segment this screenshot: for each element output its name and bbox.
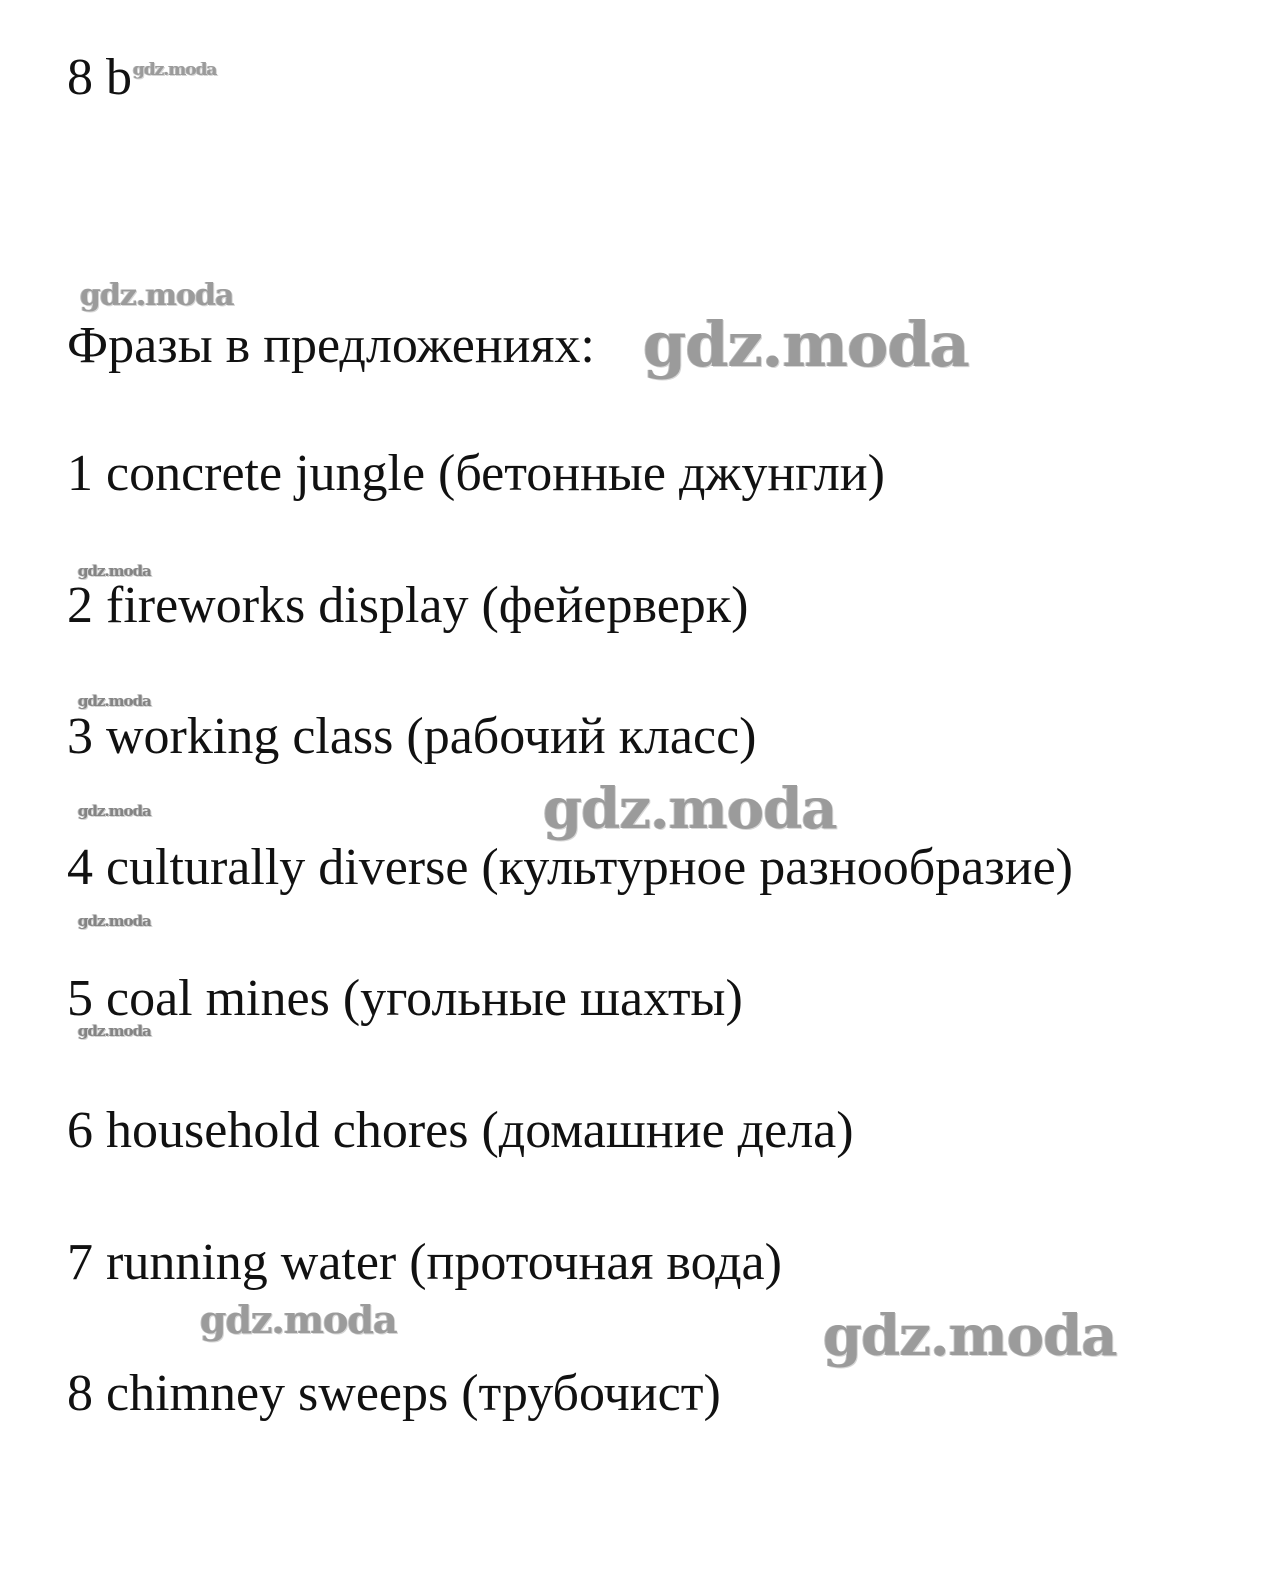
- list-item: 3 working class (рабочий класс): [67, 708, 757, 765]
- list-item: 7 running water (проточная вода): [67, 1234, 782, 1291]
- list-item: 2 fireworks display (фейерверк): [67, 577, 749, 634]
- watermark: gdz.moda: [78, 1022, 151, 1040]
- task-label: 8 b: [67, 49, 132, 106]
- watermark: gdz.moda: [200, 1297, 397, 1342]
- watermark: gdz.moda: [78, 912, 151, 930]
- watermark: gdz.moda: [78, 692, 151, 710]
- list-item: 1 concrete jungle (бетонные джунгли): [67, 445, 885, 502]
- watermark: gdz.moda: [133, 60, 217, 80]
- watermark: gdz.moda: [823, 1303, 1117, 1369]
- watermark: gdz.moda: [80, 278, 234, 313]
- list-item: 4 culturally diverse (культурное разнообразие): [67, 839, 1074, 896]
- list-item: 8 chimney sweeps (трубочист): [67, 1365, 721, 1422]
- watermark: gdz.moda: [78, 802, 151, 820]
- list-item: 6 household chores (домашние дела): [67, 1102, 854, 1159]
- watermark: gdz.moda: [543, 776, 837, 842]
- watermark: gdz.moda: [643, 308, 969, 381]
- list-item: 5 coal mines (угольные шахты): [67, 970, 743, 1027]
- page-heading: Фразы в предложениях:: [67, 317, 595, 374]
- watermark: gdz.moda: [78, 562, 151, 580]
